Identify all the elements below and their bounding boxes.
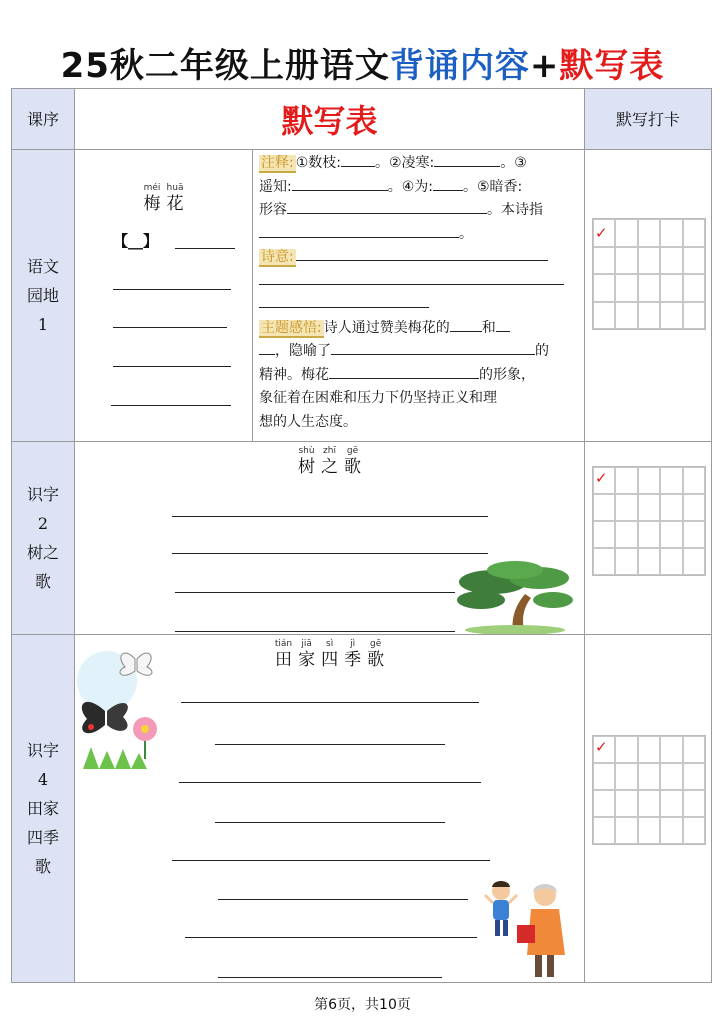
lesson-text: 4 (37, 770, 49, 789)
lesson-text: 树之 (26, 543, 59, 562)
check-grid[interactable] (592, 218, 706, 330)
poem-line-blank[interactable] (215, 744, 445, 745)
lesson-text: 田家 (26, 799, 59, 818)
ruby-char: méi 梅 (143, 183, 161, 214)
header-row (12, 89, 712, 150)
poem-line-blank[interactable] (175, 631, 455, 632)
label-notes: 注释: (261, 155, 294, 171)
lesson-text: 歌 (34, 857, 51, 876)
notes-block: 注释: ①数枝: 。②凌寒: 。③ 遥知: 。④为: 。⑤暗香: 形容 。本诗指 。 诗意: 主题感悟: 诗人通过赞美梅花的 和 ，隐喻了 的 精神。梅花 的形象， 象征着在困难和压力下仍坚持正义和理 想的人生态度。 (259, 152, 564, 434)
check-cell-1 (585, 150, 712, 442)
header-lesson: 课序 (12, 89, 75, 150)
blank[interactable] (259, 293, 429, 308)
content-cell-3 (75, 635, 585, 983)
poem-line-blank[interactable] (179, 782, 481, 783)
blank[interactable] (433, 176, 463, 191)
ruby-char: gē 歌 (367, 639, 385, 670)
poem-line-blank[interactable] (172, 553, 488, 554)
blank[interactable] (329, 364, 479, 379)
blank[interactable] (296, 246, 548, 261)
title-plus: + (529, 46, 560, 86)
poem-line-blank[interactable] (218, 977, 442, 978)
blank[interactable] (450, 317, 482, 332)
poem-line-blank[interactable] (185, 937, 477, 938)
poem-line-blank[interactable] (175, 592, 455, 593)
poem-line-blank[interactable] (218, 899, 468, 900)
check-icon: ✓ (595, 738, 608, 756)
blank[interactable] (259, 223, 459, 238)
poem-line-blank[interactable] (172, 860, 490, 861)
header-checkin: 默写打卡 (585, 89, 712, 150)
lesson-text: 四季 (26, 828, 59, 847)
ruby-char: gē 歌 (344, 446, 361, 477)
lesson-cell-2 (12, 442, 75, 635)
page-title (0, 38, 725, 87)
lesson-text: 语文 (26, 257, 59, 276)
title-part-4: 默写表 (559, 46, 665, 86)
check-icon: ✓ (595, 469, 608, 487)
label-meaning: 诗意: (261, 249, 294, 265)
poem-line-blank[interactable] (181, 702, 479, 703)
blank[interactable] (341, 152, 375, 167)
blank[interactable] (496, 317, 510, 332)
poem-line-blank[interactable] (111, 405, 231, 406)
lesson-cell-1 (12, 150, 75, 442)
poem-title-plum (75, 183, 252, 214)
check-grid[interactable] (592, 735, 706, 845)
author-bracket: 【__】 (113, 232, 159, 250)
ruby-char: shù 树 (298, 446, 315, 477)
blank[interactable] (259, 270, 564, 285)
row-farm-seasons (12, 635, 712, 983)
poem-line-blank[interactable] (113, 366, 231, 367)
lesson-text: 识字 (26, 485, 59, 504)
poem-title-tree (75, 446, 584, 477)
ruby-char: huā 花 (166, 183, 184, 214)
check-grid[interactable] (592, 466, 706, 576)
row-tree-song (12, 442, 712, 635)
poem-line-blank[interactable] (172, 516, 488, 517)
divider (252, 150, 253, 441)
dictation-table (11, 88, 712, 983)
ruby-char: sì 四 (321, 639, 339, 670)
row-plum (12, 150, 712, 442)
poem-line-blank[interactable] (113, 327, 227, 328)
blank[interactable] (292, 176, 388, 191)
blank[interactable] (331, 340, 535, 355)
poem-line-blank[interactable] (215, 822, 445, 823)
lesson-cell-3 (12, 635, 75, 983)
lesson-text: 歌 (34, 572, 51, 591)
grandma-child-icon (483, 875, 579, 981)
blank[interactable] (259, 340, 275, 355)
check-icon: ✓ (595, 224, 608, 242)
ruby-char: tián 田 (274, 639, 293, 670)
check-cell-2 (585, 442, 712, 635)
title-part-1: 25秋二年级上册语文 (60, 46, 390, 86)
title-part-2: 背诵内容 (389, 46, 530, 86)
blank[interactable] (434, 152, 500, 167)
ruby-char: zhī 之 (321, 446, 338, 477)
page-footer: 第6页，共10页 (314, 997, 411, 1013)
pine-tree-icon (453, 560, 577, 634)
ruby-char: jì 季 (344, 639, 362, 670)
label-theme: 主题感悟: (261, 319, 322, 336)
butterfly-flower-icon (77, 641, 173, 771)
lesson-text: 园地 (26, 286, 59, 305)
lesson-text: 1 (37, 315, 49, 334)
author-blank[interactable] (175, 248, 235, 249)
content-cell-1 (75, 150, 585, 442)
content-cell-2 (75, 442, 585, 635)
header-dictation: 默写表 (75, 89, 585, 150)
check-cell-3 (585, 635, 712, 983)
lesson-text: 识字 (26, 741, 59, 760)
ruby-char: jiā 家 (298, 639, 316, 670)
lesson-text: 2 (37, 514, 49, 533)
blank[interactable] (287, 199, 487, 214)
poem-line-blank[interactable] (113, 289, 231, 290)
